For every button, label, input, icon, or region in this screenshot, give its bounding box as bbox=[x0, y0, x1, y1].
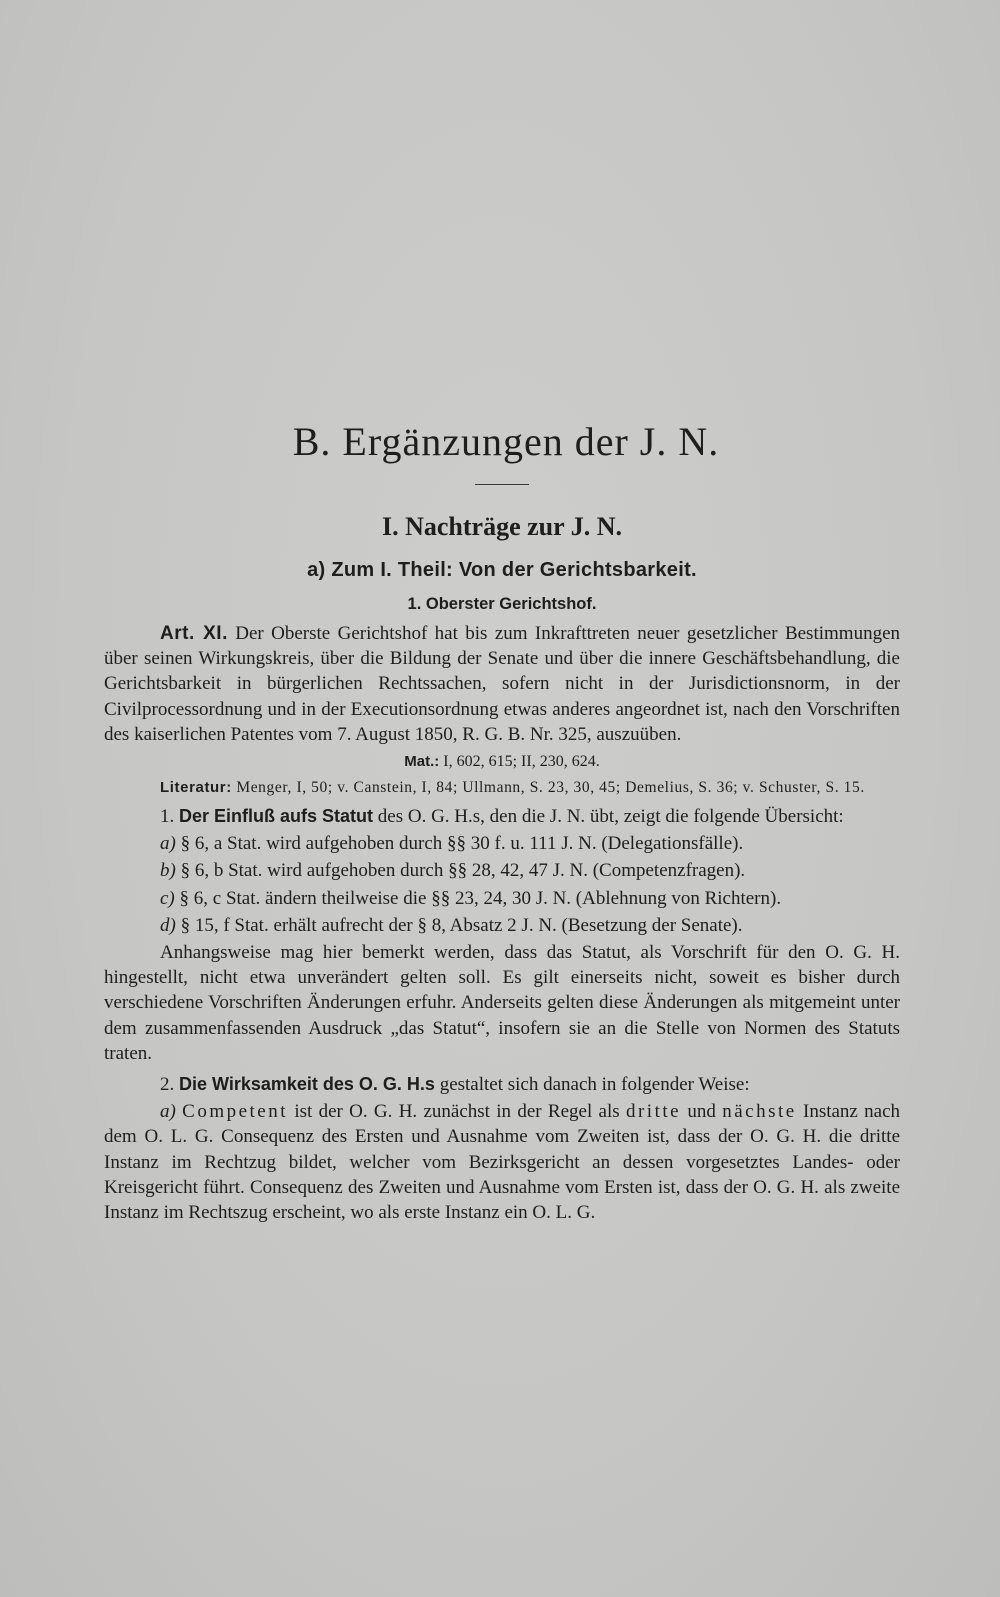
materials-text: I, 602, 615; II, 230, 624. bbox=[439, 753, 600, 771]
list-item-c bbox=[104, 886, 900, 911]
paragraph-2 bbox=[104, 1072, 900, 1097]
list-item-b-text: § 6, b Stat. wird aufgehoben durch §§ 28, 42, 47 J. N. (Competenzfragen). bbox=[175, 860, 746, 882]
sub-sub-title: 1. Oberster Gerichtshof. bbox=[407, 595, 597, 613]
article-label: Art. XI. bbox=[160, 623, 228, 644]
list-item-d bbox=[104, 913, 900, 938]
article-text: Der Oberste Gerichtshof hat bis zum Inkrafttreten neuer gesetzlicher Bestimmungen über seinen Wirkungskreis, über die Bildung der Senate und über die innere Geschäftsbehandlung, die Gerichtsbarkeit in bürgerlichen Rechtssachen, sofern nicht in der Jurisdictionsnorm, in der Civilprocessordnung und in der Executionsordnung etwas anderes angeordnet ist, nach den Vorschriften des kaiserlichen Patentes vom 7. August 1850, R. G. B. Nr. 325, auszuüben. bbox=[104, 623, 900, 745]
appendix-paragraph: Anhangsweise mag hier bemerkt werden, dass das Statut, als Vorschrift für den O. G. H. hingestellt, nicht etwa unverändert gelten soll. Es gilt einerseits nicht, soweit es bisher durch verschiedene Vorschriften Änderungen erfuhr. Anderseits gelten diese Änderungen als mitgemeint unter dem zusammenfassenden Ausdruck „das Statut“, insofern sie an die Stelle von Normen des Statuts traten. bbox=[104, 942, 900, 1064]
paragraph-1 bbox=[104, 804, 900, 829]
subsection-title: a) Zum I. Theil: Von der Gerichtsbarkeit. bbox=[307, 559, 697, 581]
section-title: I. Nachträge zur J. N. bbox=[382, 512, 622, 541]
list-item-a-text: § 6, a Stat. wird aufgehoben durch §§ 30 f. u. 111 J. N. (Delegationsfälle). bbox=[175, 833, 744, 855]
paragraph-2-heading: Die Wirksamkeit des O. G. H.s bbox=[179, 1074, 435, 1095]
list-item-b-letter: b) bbox=[160, 860, 176, 882]
paragraph-2a-text-1: ist der O. G. H. zunächst in der Regel als bbox=[288, 1101, 626, 1123]
paragraph-2a-emphasis-dritte: dritte bbox=[625, 1101, 682, 1123]
main-title: B. Ergänzungen der J. N. bbox=[292, 419, 720, 464]
literature-text: Menger, I, 50; v. Canstein, I, 84; Ullmann, S. 23, 30, 45; Demelius, S. 36; v. Schuster, S. 15. bbox=[231, 779, 865, 797]
list-item-c-letter: c) bbox=[160, 887, 175, 909]
list-item-c-text: § 6, c Stat. ändern theilweise die §§ 23, 24, 30 J. N. (Ablehnung von Richtern). bbox=[174, 887, 782, 909]
materials-line bbox=[104, 751, 900, 773]
materials-label: Mat.: bbox=[404, 753, 440, 771]
list-item-a bbox=[104, 831, 900, 856]
paragraph-2a-text-3: Instanz nach dem O. L. G. Consequenz des Ersten und Ausnahme vom Zweiten ist, dass der O. G. H. die dritte Instanz im Rechtzug bildet, welcher vom Bezirksgericht an dessen vorgesetztes Landes- oder Kreisgericht führt. Consequenz des Zweiten und Ausnahme vom Ersten ist, dass der O. G. H. als zweite Instanz im Rechtszug erscheint, wo als erste Instanz ein O. L. G. bbox=[104, 1101, 901, 1224]
list-item-d-text: § 15, f Stat. erhält aufrecht der § 8, Absatz 2 J. N. (Besetzung der Senate). bbox=[175, 914, 743, 936]
paragraph-1-heading: Der Einfluß aufs Statut bbox=[179, 806, 374, 827]
paragraph-2-number: 2. bbox=[160, 1074, 175, 1096]
list-item-a-letter: a) bbox=[160, 833, 176, 855]
paragraph-2a-emphasis-naechste: nächste bbox=[722, 1101, 797, 1123]
literature-label: Literatur: bbox=[160, 779, 232, 797]
paragraph-1-text: des O. G. H.s, den die J. N. übt, zeigt die folgende Übersicht: bbox=[373, 806, 844, 828]
page-content bbox=[104, 418, 900, 1225]
paragraph-2a bbox=[104, 1099, 900, 1225]
article-paragraph bbox=[104, 621, 900, 747]
paragraph-2a-text-2: und bbox=[681, 1101, 723, 1123]
list-item-d-letter: d) bbox=[160, 914, 176, 936]
literature-line bbox=[104, 777, 900, 798]
paragraph-2-text: gestaltet sich danach in folgender Weise: bbox=[434, 1074, 750, 1096]
paragraph-2a-emphasis-competent: Competent bbox=[182, 1101, 289, 1123]
list-item-b bbox=[104, 858, 900, 883]
paragraph-2a-letter: a) bbox=[160, 1101, 176, 1123]
title-divider bbox=[475, 484, 529, 485]
paragraph-1-number: 1. bbox=[160, 806, 175, 828]
